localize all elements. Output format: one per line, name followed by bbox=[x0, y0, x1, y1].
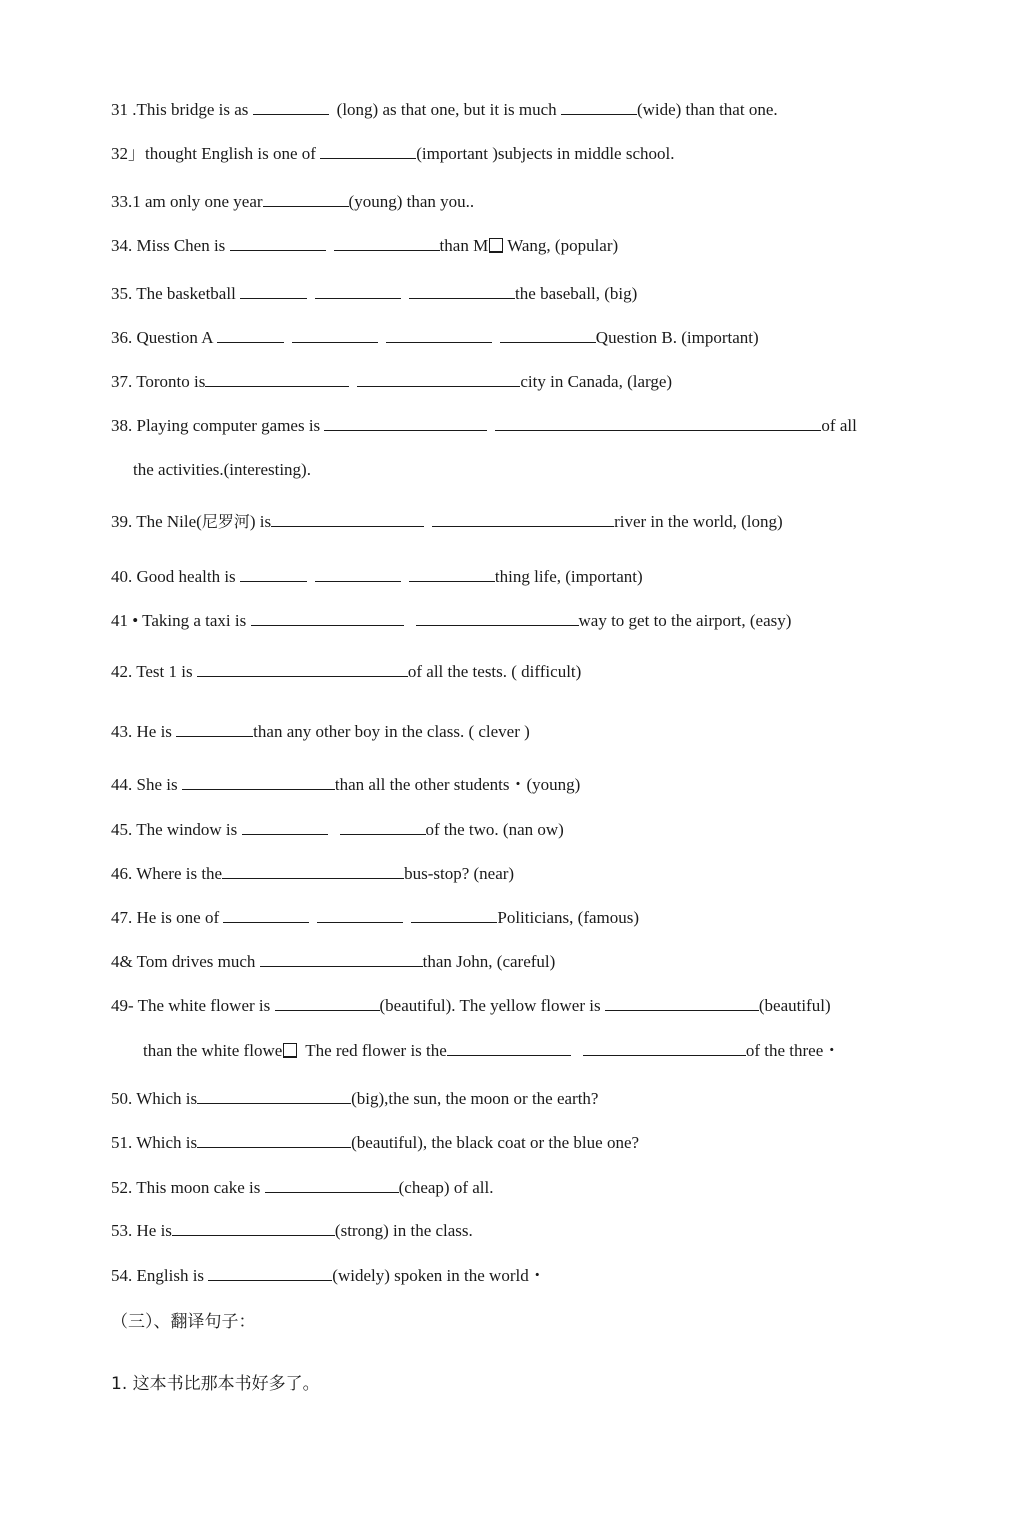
answer-blank[interactable] bbox=[263, 191, 349, 207]
answer-blank[interactable] bbox=[172, 1220, 335, 1236]
answer-blank[interactable] bbox=[217, 327, 284, 343]
question-35: 35. The basketball the baseball, (big) bbox=[111, 284, 638, 303]
question-46: 46. Where is the bus-stop? (near) bbox=[111, 864, 515, 883]
answer-blank[interactable] bbox=[240, 283, 307, 299]
answer-blank[interactable] bbox=[583, 1040, 746, 1056]
question-34: 34. Miss Chen is than M Wang, (popular) bbox=[111, 236, 619, 255]
question-51: 51. Which is (beautiful), the black coat or the blue one? bbox=[111, 1133, 640, 1152]
question-41: 41 • Taking a taxi is way to get to the airport, (easy) bbox=[111, 611, 792, 630]
question-50: 50. Which is (big),the sun, the moon or the earth? bbox=[111, 1089, 599, 1108]
question-37: 37. Toronto is city in Canada, (large) bbox=[111, 372, 673, 391]
translation-item-1: 1. 这本书比那本书好多了。 bbox=[111, 1374, 320, 1394]
answer-blank[interactable] bbox=[182, 774, 335, 790]
answer-blank[interactable] bbox=[197, 1132, 351, 1148]
answer-blank[interactable] bbox=[334, 235, 440, 251]
answer-blank[interactable] bbox=[357, 371, 520, 387]
answer-blank[interactable] bbox=[222, 863, 404, 879]
answer-blank[interactable] bbox=[208, 1265, 332, 1281]
answer-blank[interactable] bbox=[500, 327, 596, 343]
question-52: 52. This moon cake is (cheap) of all. bbox=[111, 1178, 494, 1197]
answer-blank[interactable] bbox=[253, 99, 329, 115]
question-45: 45. The window is of the two. (nan ow) bbox=[111, 820, 564, 839]
question-48: 4& Tom drives much than John, (careful) bbox=[111, 952, 556, 971]
answer-blank[interactable] bbox=[251, 610, 404, 626]
question-38-continued: the activities.(interesting). bbox=[133, 460, 311, 479]
question-38: 38. Playing computer games is of all bbox=[111, 416, 857, 435]
answer-blank[interactable] bbox=[561, 99, 637, 115]
question-31: 31 .This bridge is as (long) as that one, but it is much (wide) than that one. bbox=[111, 100, 778, 119]
missing-glyph-icon bbox=[283, 1043, 297, 1058]
answer-blank[interactable] bbox=[320, 143, 416, 159]
missing-glyph-icon bbox=[489, 238, 503, 253]
answer-blank[interactable] bbox=[242, 819, 328, 835]
answer-blank[interactable] bbox=[605, 995, 759, 1011]
answer-blank[interactable] bbox=[205, 371, 349, 387]
question-39: 39. The Nile(尼罗河) is river in the world, (long) bbox=[111, 512, 783, 531]
answer-blank[interactable] bbox=[409, 283, 515, 299]
question-36: 36. Question A Question B. (important) bbox=[111, 328, 759, 347]
answer-blank[interactable] bbox=[447, 1040, 571, 1056]
answer-blank[interactable] bbox=[386, 327, 492, 343]
question-49-continued: than the white flowe The red flower is the of the three・ bbox=[143, 1041, 841, 1060]
question-32: 32」thought English is one of (important )subjects in middle school. bbox=[111, 144, 675, 163]
question-43: 43. He is than any other boy in the class. ( clever ) bbox=[111, 722, 530, 741]
answer-blank[interactable] bbox=[260, 951, 423, 967]
answer-blank[interactable] bbox=[317, 907, 403, 923]
answer-blank[interactable] bbox=[271, 511, 424, 527]
answer-blank[interactable] bbox=[315, 566, 401, 582]
question-47: 47. He is one of Politicians, (famous) bbox=[111, 908, 640, 927]
answer-blank[interactable] bbox=[315, 283, 401, 299]
answer-blank[interactable] bbox=[411, 907, 497, 923]
answer-blank[interactable] bbox=[197, 661, 408, 677]
answer-blank[interactable] bbox=[340, 819, 426, 835]
answer-blank[interactable] bbox=[223, 907, 309, 923]
question-49: 49- The white flower is (beautiful). The yellow flower is (beautiful) bbox=[111, 996, 831, 1015]
question-42: 42. Test 1 is of all the tests. ( difficult) bbox=[111, 662, 582, 681]
question-33: 33.1 am only one year (young) than you.. bbox=[111, 192, 475, 211]
answer-blank[interactable] bbox=[275, 995, 380, 1011]
answer-blank[interactable] bbox=[265, 1177, 399, 1193]
answer-blank[interactable] bbox=[292, 327, 378, 343]
answer-blank[interactable] bbox=[176, 721, 253, 737]
answer-blank[interactable] bbox=[197, 1088, 351, 1104]
answer-blank[interactable] bbox=[416, 610, 579, 626]
section-title: （三）、翻译句子： bbox=[111, 1312, 256, 1332]
question-44: 44. She is than all the other students・(young) bbox=[111, 775, 581, 794]
question-53: 53. He is (strong) in the class. bbox=[111, 1221, 473, 1240]
answer-blank[interactable] bbox=[324, 415, 487, 431]
question-40: 40. Good health is thing life, (important) bbox=[111, 567, 643, 586]
answer-blank[interactable] bbox=[240, 566, 307, 582]
answer-blank[interactable] bbox=[432, 511, 614, 527]
answer-blank[interactable] bbox=[409, 566, 495, 582]
question-54: 54. English is (widely) spoken in the world・ bbox=[111, 1266, 546, 1285]
answer-blank[interactable] bbox=[230, 235, 326, 251]
answer-blank[interactable] bbox=[495, 415, 821, 431]
